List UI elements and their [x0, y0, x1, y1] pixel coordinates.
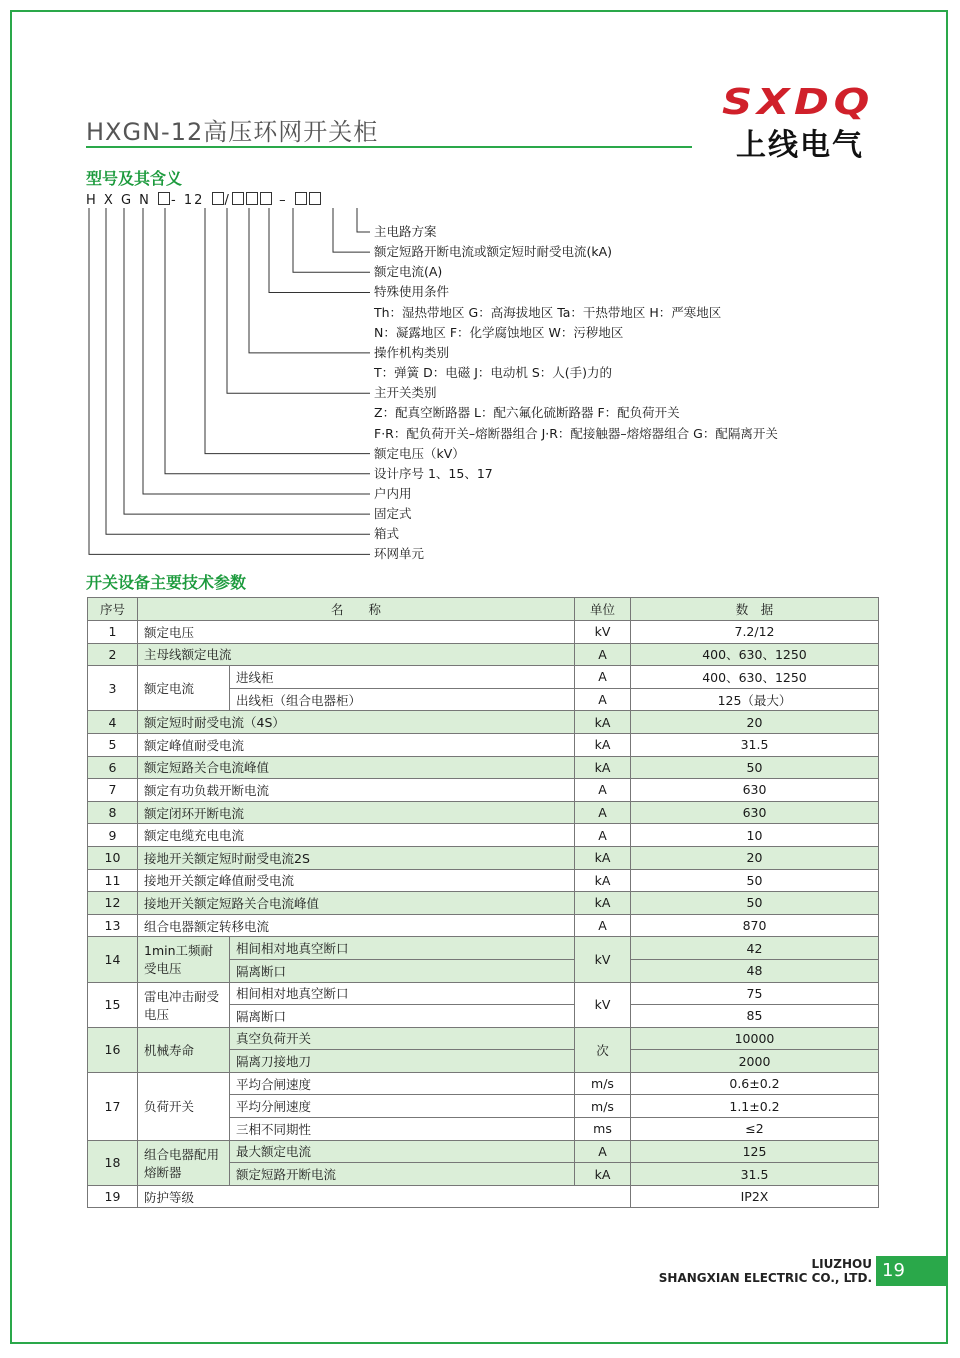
row-value: 31.5	[631, 733, 879, 756]
row-value: 630	[631, 779, 879, 802]
table-row	[88, 1072, 879, 1095]
page-title: HXGN-12高压环网开关柜	[86, 118, 379, 146]
row-subname: 出线柜（组合电器柜）	[230, 688, 575, 711]
row-unit: ms	[575, 1118, 631, 1141]
footer-company	[659, 1257, 872, 1285]
model-description: 额定电流(A)	[374, 264, 443, 280]
row-value: 50	[631, 892, 879, 915]
bracket-line	[165, 208, 370, 474]
row-value: 400、630、1250	[631, 666, 879, 689]
bracket-line	[106, 208, 370, 534]
row-value: 870	[631, 914, 879, 937]
row-unit: A	[575, 824, 631, 847]
model-description: 特殊使用条件	[374, 284, 450, 300]
row-name: 额定有功负载开断电流	[138, 779, 575, 802]
model-description: 操作机构类别	[374, 344, 450, 360]
row-unit: kA	[575, 733, 631, 756]
model-description: Th：湿热带地区 G：高海拔地区 Ta：干热带地区 H：严寒地区	[374, 304, 722, 320]
row-number: 16	[88, 1027, 138, 1072]
row-value: 125（最大）	[631, 688, 879, 711]
row-unit: kA	[575, 1163, 631, 1186]
row-value: 400、630、1250	[631, 643, 879, 666]
model-section-heading: 型号及其含义	[86, 169, 183, 188]
row-unit: kA	[575, 869, 631, 892]
model-description: 主开关类别	[374, 385, 437, 401]
header-value: 数 据	[631, 598, 879, 621]
row-unit: kV	[575, 982, 631, 1027]
model-description: N：凝露地区 F：化学腐蚀地区 W：污秽地区	[374, 324, 624, 340]
row-value: 20	[631, 846, 879, 869]
row-subname: 相间相对地真空断口	[230, 982, 575, 1005]
row-name: 防护等级	[138, 1185, 631, 1208]
row-subname: 进线柜	[230, 666, 575, 689]
model-code-voltage: - 12	[171, 193, 205, 208]
table-row	[88, 801, 879, 824]
row-value: 10000	[631, 1027, 879, 1050]
row-number: 10	[88, 846, 138, 869]
model-description: T：弹簧 D：电磁 J：电动机 S：人(手)力的	[374, 365, 613, 381]
row-name: 额定短时耐受电流（4S）	[138, 711, 575, 734]
row-number: 12	[88, 892, 138, 915]
row-name: 额定峰值耐受电流	[138, 733, 575, 756]
header-unit: 单位	[575, 598, 631, 621]
row-name: 额定电流	[138, 666, 230, 711]
row-name: 雷电冲击耐受电压	[138, 982, 230, 1027]
row-name: 1min工频耐受电压	[138, 937, 230, 982]
table-row	[88, 643, 879, 666]
row-name: 主母线额定电流	[138, 643, 575, 666]
table-row	[88, 1185, 879, 1208]
table-row	[88, 982, 879, 1005]
row-number: 1	[88, 621, 138, 644]
table-row	[88, 1140, 879, 1163]
row-unit: kA	[575, 846, 631, 869]
table-row	[88, 892, 879, 915]
row-value: 0.6±0.2	[631, 1072, 879, 1095]
row-number: 11	[88, 869, 138, 892]
svg-text:SXDQ: SXDQ	[722, 82, 874, 122]
row-name: 接地开关额定峰值耐受电流	[138, 869, 575, 892]
row-unit: A	[575, 801, 631, 824]
row-name: 组合电器配用熔断器	[138, 1140, 230, 1185]
row-unit: kA	[575, 711, 631, 734]
row-unit: kA	[575, 892, 631, 915]
row-value: 75	[631, 982, 879, 1005]
row-name: 额定电缆充电电流	[138, 824, 575, 847]
bracket-line	[269, 208, 370, 292]
row-name: 额定闭环开断电流	[138, 801, 575, 824]
model-code-bracket-lines	[0, 0, 960, 600]
row-value: 1.1±0.2	[631, 1095, 879, 1118]
row-number: 8	[88, 801, 138, 824]
row-name: 接地开关额定短路关合电流峰值	[138, 892, 575, 915]
bracket-line	[143, 208, 370, 494]
footer-city: LIUZHOU	[811, 1257, 872, 1271]
model-code-prefix: H X G N	[86, 193, 151, 208]
row-value: 31.5	[631, 1163, 879, 1186]
model-code: H X G N - 12 / –	[86, 192, 322, 208]
table-row	[88, 711, 879, 734]
row-subname: 相间相对地真空断口	[230, 937, 575, 960]
row-unit: A	[575, 914, 631, 937]
row-number: 4	[88, 711, 138, 734]
row-subname: 三相不同期性	[230, 1118, 575, 1141]
params-table	[87, 597, 879, 1208]
table-row	[88, 824, 879, 847]
table-row	[88, 666, 879, 689]
row-number: 2	[88, 643, 138, 666]
row-name: 机械寿命	[138, 1027, 230, 1072]
bracket-line	[333, 208, 370, 252]
row-name: 接地开关额定短时耐受电流2S	[138, 846, 575, 869]
bracket-line	[227, 208, 370, 393]
page-number: 19	[876, 1256, 948, 1286]
model-description: 设计序号 1、15、17	[374, 465, 493, 481]
row-subname: 平均合闸速度	[230, 1072, 575, 1095]
bracket-line	[124, 208, 370, 514]
row-unit: kV	[575, 937, 631, 982]
row-subname: 额定短路开断电流	[230, 1163, 575, 1186]
row-number: 7	[88, 779, 138, 802]
row-subname: 最大额定电流	[230, 1140, 575, 1163]
row-number: 13	[88, 914, 138, 937]
bracket-line	[293, 208, 370, 272]
bracket-line	[249, 208, 370, 353]
row-unit: A	[575, 1140, 631, 1163]
row-unit: kA	[575, 756, 631, 779]
row-value: 10	[631, 824, 879, 847]
row-value: 50	[631, 869, 879, 892]
row-unit: A	[575, 779, 631, 802]
row-value: 48	[631, 959, 879, 982]
row-unit: A	[575, 688, 631, 711]
row-name: 负荷开关	[138, 1072, 230, 1140]
header-no: 序号	[88, 598, 138, 621]
table-row	[88, 846, 879, 869]
row-unit: A	[575, 643, 631, 666]
row-value: 125	[631, 1140, 879, 1163]
row-name: 额定电压	[138, 621, 575, 644]
row-unit: m/s	[575, 1072, 631, 1095]
table-row	[88, 621, 879, 644]
row-subname: 真空负荷开关	[230, 1027, 575, 1050]
model-description: 环网单元	[374, 546, 425, 562]
row-number: 19	[88, 1185, 138, 1208]
row-unit: 次	[575, 1027, 631, 1072]
row-name: 额定短路关合电流峰值	[138, 756, 575, 779]
row-unit: m/s	[575, 1095, 631, 1118]
row-value: 7.2/12	[631, 621, 879, 644]
model-description: 额定电压（kV）	[374, 445, 465, 461]
bracket-line	[357, 208, 370, 232]
model-description: Z：配真空断路器 L：配六氟化硫断路器 F：配负荷开关	[374, 405, 680, 421]
table-row	[88, 756, 879, 779]
row-value: IP2X	[631, 1185, 879, 1208]
model-description: 户内用	[374, 485, 412, 501]
table-row	[88, 869, 879, 892]
table-row	[88, 733, 879, 756]
table-row	[88, 1027, 879, 1050]
model-description: 额定短路开断电流或额定短时耐受电流(kA)	[374, 244, 613, 260]
row-number: 3	[88, 666, 138, 711]
row-value: 50	[631, 756, 879, 779]
model-description: 箱式	[374, 526, 400, 542]
table-row	[88, 937, 879, 960]
row-number: 15	[88, 982, 138, 1027]
row-subname: 平均分闸速度	[230, 1095, 575, 1118]
row-value: 85	[631, 1005, 879, 1028]
model-description: F·R：配负荷开关–熔断器组合 J·R：配接触器–熔熔器组合 G：配隔离开关	[374, 425, 778, 441]
row-number: 14	[88, 937, 138, 982]
table-row	[88, 779, 879, 802]
header-name: 名 称	[138, 598, 575, 621]
params-section-heading: 开关设备主要技术参数	[86, 573, 247, 592]
table-row	[88, 914, 879, 937]
row-value: ≤2	[631, 1118, 879, 1141]
row-number: 17	[88, 1072, 138, 1140]
row-subname: 隔离刀接地刀	[230, 1050, 575, 1073]
row-subname: 隔离断口	[230, 959, 575, 982]
row-number: 6	[88, 756, 138, 779]
row-value: 630	[631, 801, 879, 824]
model-description: 主电路方案	[374, 224, 437, 239]
row-name: 组合电器额定转移电流	[138, 914, 575, 937]
row-subname: 隔离断口	[230, 1005, 575, 1028]
row-value: 2000	[631, 1050, 879, 1073]
model-description: 固定式	[374, 506, 412, 522]
params-table-body	[88, 621, 879, 1208]
bracket-line	[89, 208, 370, 554]
row-unit: kV	[575, 621, 631, 644]
row-number: 9	[88, 824, 138, 847]
bracket-line	[205, 208, 370, 454]
row-number: 5	[88, 733, 138, 756]
row-value: 42	[631, 937, 879, 960]
footer-company-name: SHANGXIAN ELECTRIC CO., LTD.	[658, 1271, 872, 1285]
row-value: 20	[631, 711, 879, 734]
row-number: 18	[88, 1140, 138, 1185]
logo-chinese-name: 上线电气	[736, 128, 864, 163]
row-unit: A	[575, 666, 631, 689]
